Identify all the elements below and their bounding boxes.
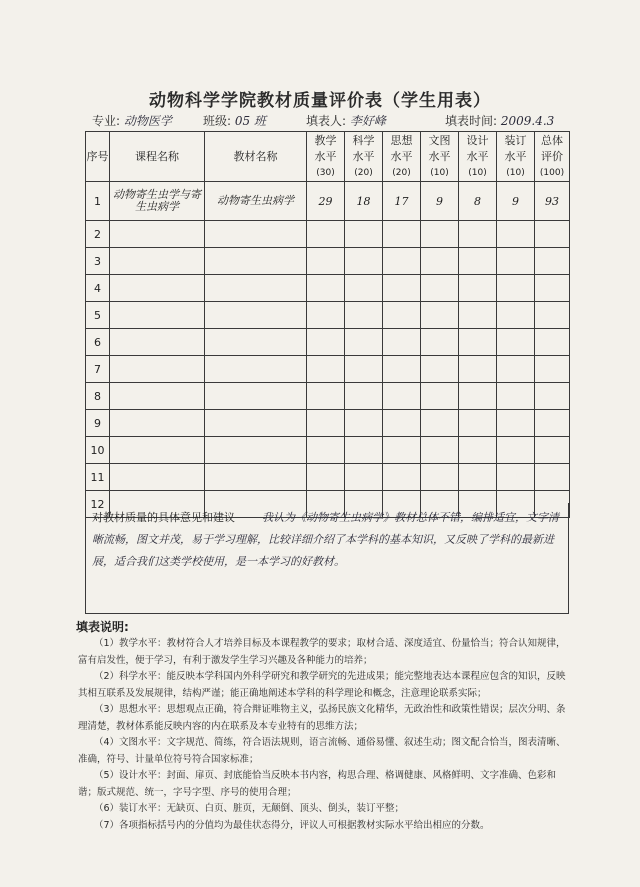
- cell-bind: [497, 356, 535, 383]
- row-number: 7: [86, 356, 110, 383]
- cell-total: [535, 383, 570, 410]
- cell-sci: [345, 383, 383, 410]
- note-item: （1）教学水平：教材符合人才培养目标及本课程教学的要求；取材合适、深度适宜、份量恰当；符合认知规律，富有启发性，便于学习，有利于激发学生学习兴趣及各种能力的培养；: [78, 638, 566, 666]
- cell-design: [459, 464, 497, 491]
- comment-box: [85, 503, 569, 614]
- cell-bind: [497, 329, 535, 356]
- cell-design: [459, 329, 497, 356]
- header-total: 总体 评价 (100): [535, 132, 570, 182]
- major-value: 动物医学: [123, 114, 172, 128]
- cell-thought: [383, 383, 421, 410]
- cell-course: 动物寄生虫学与寄生虫病学: [110, 182, 205, 221]
- comment-label: 对教材质量的具体意见和建议: [92, 511, 235, 524]
- cell-course: [110, 221, 205, 248]
- cell-book: [205, 383, 307, 410]
- table-header-row: [86, 132, 570, 182]
- cell-teach: [307, 464, 345, 491]
- cell-thought: [383, 221, 421, 248]
- header-art: 文图 水平 (10): [421, 132, 459, 182]
- class-suffix: 班: [253, 114, 266, 128]
- cell-bind: [497, 221, 535, 248]
- cell-art: [421, 248, 459, 275]
- cell-sci: [345, 410, 383, 437]
- date-field: [445, 112, 554, 129]
- row-number: 3: [86, 248, 110, 275]
- cell-bind: 9: [497, 182, 535, 221]
- cell-art: [421, 356, 459, 383]
- major-label: 专业:: [92, 114, 121, 128]
- header-thought: 思想 水平 (20): [383, 132, 421, 182]
- table-row: [86, 182, 570, 221]
- cell-design: [459, 275, 497, 302]
- cell-design: 8: [459, 182, 497, 221]
- cell-art: [421, 275, 459, 302]
- cell-book: [205, 356, 307, 383]
- cell-course: [110, 356, 205, 383]
- cell-total: [535, 248, 570, 275]
- cell-course: [110, 302, 205, 329]
- cell-teach: [307, 410, 345, 437]
- row-number: 4: [86, 275, 110, 302]
- cell-sci: [345, 464, 383, 491]
- note-item: （2）科学水平：能反映本学科国内外科学研究和教学研究的先进成果；能完整地表达本课程应包含的知识，反映其相互联系及发展规律，结构严谨；能正确地阐述本学科的科学理论和概念，注意理论联系实际；: [78, 671, 566, 699]
- evaluation-table: [85, 131, 570, 518]
- cell-book: [205, 410, 307, 437]
- cell-book: [205, 329, 307, 356]
- class-field: [203, 112, 266, 129]
- cell-total: [535, 437, 570, 464]
- header-bind: 装订 水平 (10): [497, 132, 535, 182]
- header-book: 教材名称: [205, 132, 307, 182]
- header-design: 设计 水平 (10): [459, 132, 497, 182]
- cell-design: [459, 356, 497, 383]
- cell-design: [459, 302, 497, 329]
- cell-total: [535, 275, 570, 302]
- cell-art: [421, 329, 459, 356]
- row-number: 1: [86, 182, 110, 221]
- filler-field: [306, 112, 386, 129]
- table-row: [86, 248, 570, 275]
- header-teach: 教学 水平 (30): [307, 132, 345, 182]
- header-sci: 科学 水平 (20): [345, 132, 383, 182]
- cell-bind: [497, 275, 535, 302]
- date-value: 2009.4.3: [500, 114, 555, 128]
- table-row: [86, 437, 570, 464]
- cell-course: [110, 464, 205, 491]
- cell-art: [421, 302, 459, 329]
- cell-sci: [345, 275, 383, 302]
- filler-label: 填表人:: [306, 114, 347, 128]
- cell-thought: 17: [383, 182, 421, 221]
- date-label: 填表时间:: [445, 114, 498, 128]
- table-row: [86, 464, 570, 491]
- cell-course: [110, 329, 205, 356]
- class-label: 班级:: [203, 114, 232, 128]
- cell-design: [459, 383, 497, 410]
- table-row: [86, 329, 570, 356]
- cell-bind: [497, 410, 535, 437]
- cell-thought: [383, 248, 421, 275]
- cell-total: [535, 464, 570, 491]
- cell-total: [535, 356, 570, 383]
- cell-art: [421, 410, 459, 437]
- cell-course: [110, 437, 205, 464]
- cell-course: [110, 383, 205, 410]
- cell-course: [110, 410, 205, 437]
- cell-thought: [383, 356, 421, 383]
- table-row: [86, 410, 570, 437]
- row-number: 6: [86, 329, 110, 356]
- cell-book: [205, 248, 307, 275]
- cell-sci: [345, 329, 383, 356]
- cell-teach: [307, 302, 345, 329]
- cell-teach: [307, 356, 345, 383]
- note-item: （6）装订水平：无缺页、白页、脏页，无颠倒、顶头、倒头，装订平整；: [94, 803, 405, 814]
- row-number: 12: [86, 491, 110, 518]
- form-title: 动物科学学院教材质量评价表（学生用表）: [149, 91, 491, 111]
- cell-total: [535, 410, 570, 437]
- cell-design: [459, 221, 497, 248]
- cell-teach: [307, 329, 345, 356]
- cell-thought: [383, 437, 421, 464]
- cell-bind: [497, 302, 535, 329]
- header-no: 序号: [86, 132, 110, 182]
- cell-teach: [307, 248, 345, 275]
- cell-bind: [497, 383, 535, 410]
- note-item: （7）各项指标括号内的分值均为最佳状态得分，评议人可根据教材实际水平给出相应的分数。: [94, 819, 490, 831]
- cell-art: 9: [421, 182, 459, 221]
- cell-thought: [383, 410, 421, 437]
- cell-thought: [383, 275, 421, 302]
- row-number: 5: [86, 302, 110, 329]
- cell-design: [459, 248, 497, 275]
- table-row: [86, 302, 570, 329]
- cell-bind: [497, 437, 535, 464]
- notes-title: 填表说明:: [76, 620, 129, 634]
- cell-total: [535, 302, 570, 329]
- cell-total: [535, 221, 570, 248]
- cell-bind: [497, 248, 535, 275]
- table-row: [86, 221, 570, 248]
- header-course: 课程名称: [110, 132, 205, 182]
- cell-total: 93: [535, 182, 570, 221]
- cell-teach: [307, 275, 345, 302]
- cell-sci: [345, 302, 383, 329]
- cell-book: [205, 221, 307, 248]
- cell-teach: [307, 437, 345, 464]
- cell-book: [205, 464, 307, 491]
- table-row: [86, 275, 570, 302]
- notes-list: [78, 636, 573, 834]
- cell-total: [535, 329, 570, 356]
- cell-book: [205, 275, 307, 302]
- cell-art: [421, 221, 459, 248]
- cell-course: [110, 248, 205, 275]
- note-item: （5）设计水平：封面、扉页、封底能恰当反映本书内容，构思合理、格调健康、风格鲜明、文字准确、色彩和谐；版式规范、统一，字号字型、序号的使用合理；: [78, 770, 557, 798]
- row-number: 11: [86, 464, 110, 491]
- cell-art: [421, 437, 459, 464]
- cell-book: 动物寄生虫病学: [205, 182, 307, 221]
- table-row: [86, 356, 570, 383]
- class-value: 05: [234, 114, 254, 128]
- cell-bind: [497, 464, 535, 491]
- cell-design: [459, 410, 497, 437]
- cell-art: [421, 464, 459, 491]
- cell-thought: [383, 329, 421, 356]
- cell-thought: [383, 302, 421, 329]
- note-item: （4）文图水平：文字规范、简练，符合语法规则，语言流畅、通俗易懂、叙述生动；图文配合恰当，图表清晰、准确，符号、计量单位符号符合国家标准；: [78, 737, 566, 765]
- cell-teach: 29: [307, 182, 345, 221]
- cell-book: [205, 302, 307, 329]
- cell-thought: [383, 464, 421, 491]
- note-item: （3）思想水平：思想观点正确，符合辩证唯物主义，弘扬民族文化精华，无政治性和政策性错误；层次分明、条理清楚，教材体系能反映内容的内在联系及本专业特有的思维方法；: [78, 704, 566, 732]
- cell-art: [421, 383, 459, 410]
- cell-course: [110, 275, 205, 302]
- cell-sci: [345, 248, 383, 275]
- row-number: 10: [86, 437, 110, 464]
- cell-book: [205, 437, 307, 464]
- cell-teach: [307, 221, 345, 248]
- major-field: [92, 112, 172, 129]
- cell-teach: [307, 383, 345, 410]
- cell-sci: [345, 356, 383, 383]
- cell-sci: [345, 437, 383, 464]
- cell-design: [459, 437, 497, 464]
- row-number: 8: [86, 383, 110, 410]
- filler-value: 李好峰: [349, 114, 386, 128]
- cell-sci: 18: [345, 182, 383, 221]
- table-row: [86, 383, 570, 410]
- comment-text: 我认为《动物寄生虫病学》教材总体不错，编排适宜，文字清晰流畅，图文并茂，易于学习理解，比较详细介绍了本学科的基本知识，又反映了学科的最新进展，适合我们这类学校使用，是一本学习的好教材。: [92, 511, 559, 568]
- cell-sci: [345, 221, 383, 248]
- row-number: 2: [86, 221, 110, 248]
- row-number: 9: [86, 410, 110, 437]
